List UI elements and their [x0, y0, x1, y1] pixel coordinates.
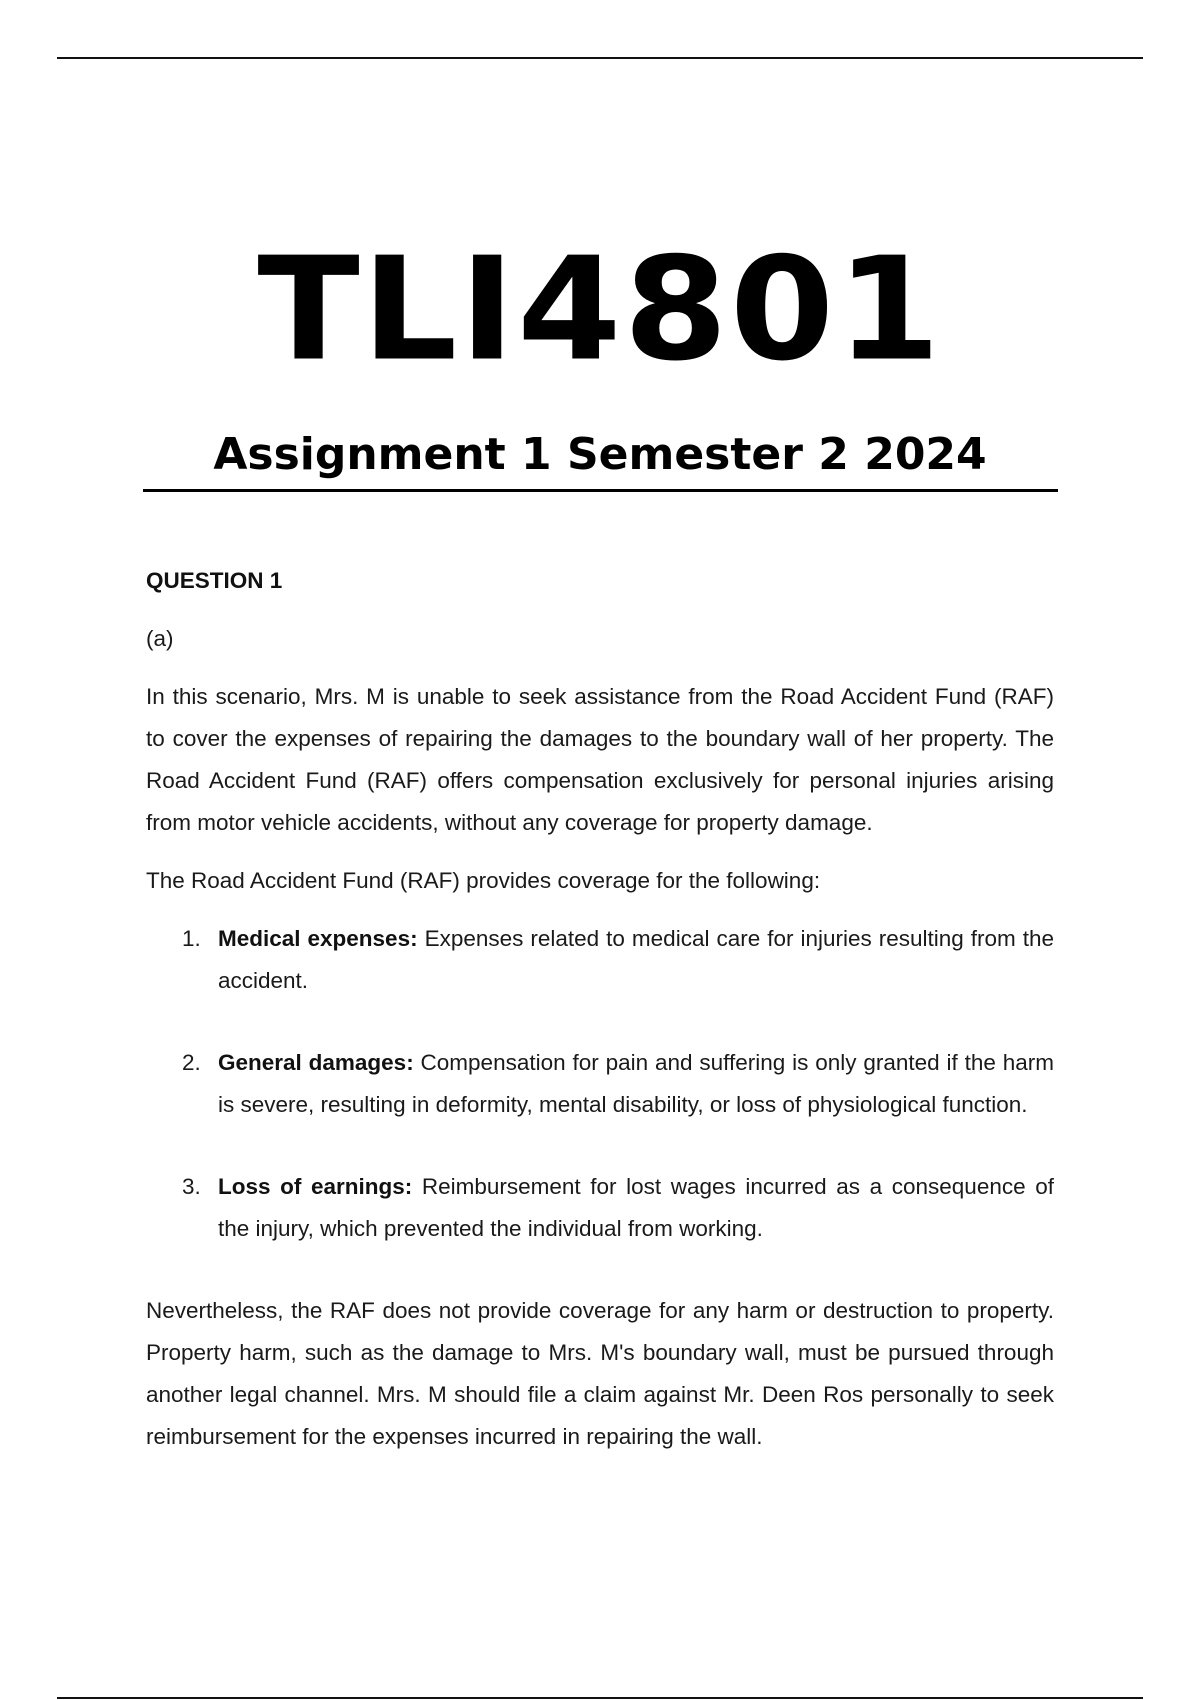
assignment-title: Assignment 1 Semester 2 2024	[213, 429, 987, 480]
list-item-term: General damages:	[218, 1050, 414, 1075]
title-underline	[143, 489, 1058, 492]
intro-paragraph: In this scenario, Mrs. M is unable to seek assistance from the Road Accident Fund (RAF) to cover the expenses of repairing the damages to the boundary wall of her property. The Road Accident Fund (RAF) offers compensation exclusively for personal injuries arising from motor vehicle accidents, without any coverage for property damage.	[146, 684, 1054, 835]
list-item	[146, 1166, 1054, 1250]
list-item-text: Reimbursement for lost wages incurred as a consequence of the injury, which prevented the individual from working.	[218, 1174, 1054, 1241]
list-item-text: Compensation for pain and suffering is only granted if the harm is severe, resulting in deformity, mental disability, or loss of physiological function.	[218, 1050, 1054, 1117]
list-item-term: Medical expenses:	[218, 926, 418, 951]
bottom-rule	[57, 1697, 1143, 1699]
coverage-list	[146, 918, 1054, 1250]
question-heading: QUESTION 1	[146, 568, 283, 593]
list-item-number: 1.	[182, 926, 201, 951]
list-item-number: 2.	[182, 1050, 201, 1075]
list-item-text: Expenses related to medical care for injuries resulting from the accident.	[218, 926, 1055, 993]
course-code-title: TLI4801	[257, 227, 943, 393]
coverage-lead-paragraph: The Road Accident Fund (RAF) provides coverage for the following:	[146, 868, 821, 893]
list-item	[146, 918, 1054, 1002]
top-rule	[57, 57, 1143, 59]
conclusion-paragraph: Nevertheless, the RAF does not provide coverage for any harm or destruction to property. Property harm, such as the damage to Mrs. M's boundary wall, must be pursued through another legal channel. Mrs. M should file a claim against Mr. Deen Ros personally to seek reimbursement for the expenses incurred in repairing the wall.	[146, 1298, 1054, 1449]
list-item-number: 3.	[182, 1174, 201, 1199]
part-label: (a)	[146, 626, 174, 651]
document-body	[146, 560, 1054, 1474]
list-item	[146, 1042, 1054, 1126]
list-item-term: Loss of earnings:	[218, 1174, 413, 1199]
